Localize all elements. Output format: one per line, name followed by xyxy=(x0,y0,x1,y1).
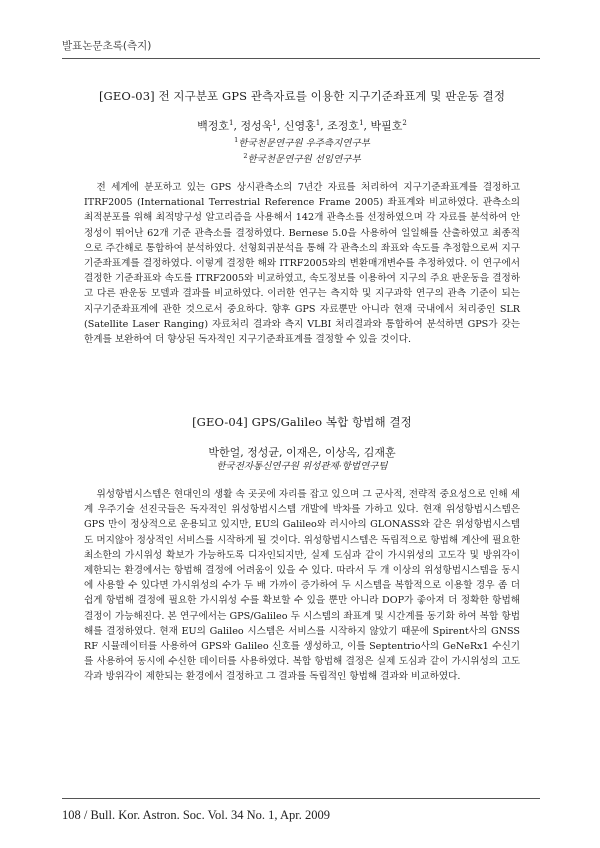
author-name: 정성욱 xyxy=(240,119,273,133)
abstract-body: 위성항법시스템은 현대인의 생활 속 곳곳에 자리를 잡고 있으며 그 군사적, 전략적 중요성으로 인해 세계 우주기술 선진국들은 독자적인 위성항법시스템 개발에 박차를 가하고 있다. 현재 위성항법시스템은 GPS 만이 정상적으로 운용되고 있지만, EU의 Galileo와 러시아의 GLONASS와 같은 위성항법시스템도 머지않아 정상적인 서비스를 시작하게 될 것이다. 위성항법시스템은 독립적으로 항법해 계산에 필요한 최소한의 가시위성 확보가 가능하도록 디자인되지만, 실제 도심과 같이 가시위성의 고도각 및 방위각이 제한되는 환경에서는 항법해 결정에 어려움이 있을 수 있다. 따라서 두 개 이상의 위성항법시스템을 동시에 사용할 수 있다면 가시위성의 수가 두 배 가까이 증가하여 두 시스템을 복합적으로 이용할 경우 좀 더 쉽게 항법해 결정에 필요한 가시위성 수를 확보할 수 있을 뿐만 아니라 DOP가 좋아져 더 정확한 항법해 결정이 가능해진다. 본 연구에서는 GPS/Galileo 두 시스템의 좌표계 및 시간계를 동기화 하여 복합 항법해를 결정하였다. 현재 EU의 Galileo 시스템은 서비스를 시작하지 않았기 때문에 Spirent사의 GNSS RF 시뮬레이터를 사용하여 GPS와 Galileo 신호를 생성하고, 이를 Septentrio사의 GeNeRx1 수신기를 사용하여 동시에 수신한 데이터를 사용하였다. 복합 항법해 결정은 실제 도심과 같이 가시위성의 고도각과 방위각이 제한되는 환경에서 결정하고 그 결과를 독립적인 항법해 결과와 비교하였다. xyxy=(84,489,520,683)
header-rule xyxy=(62,58,540,59)
footer-rule xyxy=(62,798,540,799)
author-affiliation-mark: 1 xyxy=(272,119,277,127)
abstract-body: 전 세계에 분포하고 있는 GPS 상시관측소의 7년간 자료를 처리하여 지구기준좌표계를 결정하고 ITRF2005 (International Terrestrial Reference Frame 2005) 좌표계와 비교하였다. 관측소의 최적분포를 위해 최적망구성 알고리즘을 사용해서 142개 관측소를 선정하였으며 각 자료를 분석하여 안정성이 뛰어난 62개 기준 관측소를 결정하였다. Bernese 5.0을 사용하여 일일해를 산출하였고 최종적으로 주간해로 통합하여 분석하였다. 선형회귀분석을 통해 각 관측소의 좌표와 속도를 추정함으로써 지구기준좌표계를 결정하였다. 이렇게 결정한 해와 ITRF2005와의 변환매개변수를 추정하였다. 이 연구에서 결정한 기준좌표와 속도를 ITRF2005와 비교하였고, 속도정보를 이용하여 지구의 주요 판운동을 결정하고 다른 판운동 모델과 결과를 비교하였다. 이러한 연구는 측지학 및 지구과학 연구의 관측 기준이 되는 지구기준좌표계에 관한 것으로서 중요하다. 향후 GPS 자료뿐만 아니라 현재 국내에서 처리중인 SLR (Satellite Laser Ranging) 자료처리 결과와 측지 VLBI 처리결과와 통합하여 분석하면 GPS가 갖는 한계를 보완하여 더 향상된 독자적인 지구기준좌표계를 결정할 수 있을 것이다. xyxy=(84,181,520,345)
author-name: 조정호 xyxy=(327,119,360,133)
abstract-title: [GEO-03] 전 지구분포 GPS 관측자료를 이용한 지구기준좌표계 및 판운동 결정 xyxy=(98,89,506,103)
affiliation-text: 한국천문연구원 우주측지연구부 xyxy=(238,137,370,149)
page-footer: 108 / Bull. Kor. Astron. Soc. Vol. 34 No. 1, Apr. 2009 xyxy=(62,808,330,822)
affiliation-text: 한국천문연구원 선임연구부 xyxy=(247,153,361,165)
abstract-title: [GEO-04] GPS/Galileo 복합 항법해 결정 xyxy=(192,415,412,429)
author-affiliation-mark: 2 xyxy=(402,119,407,127)
abstract-geo-04 xyxy=(84,414,520,685)
author-affiliation-mark: 1 xyxy=(228,119,234,127)
author-list: 박한얼, 정성균, 이재은, 이상옥, 김재훈 xyxy=(208,446,396,459)
affiliation: 한국전자통신연구원 위성관제·항법연구팀 xyxy=(216,461,388,472)
author-name: 백정호 xyxy=(197,119,229,133)
author-affiliation-mark: 1 xyxy=(359,119,364,127)
affiliation-1 xyxy=(84,134,520,150)
affiliation-number: 2 xyxy=(243,151,248,160)
author-list: 백정호$^1$, 정성욱$^1$, 신영홍$^1$, 조정호$^1$, 박필호$^2$ xyxy=(197,119,407,133)
affiliation-number: 1 xyxy=(234,135,239,144)
author-name: 박필호 xyxy=(370,119,403,133)
section-header: 발표논문초록(측지) xyxy=(62,40,152,52)
abstract-geo-03 xyxy=(84,88,520,347)
author-affiliation-mark: 1 xyxy=(315,119,321,127)
author-name: 신영홍 xyxy=(283,119,316,133)
affiliation-2 xyxy=(84,150,520,166)
